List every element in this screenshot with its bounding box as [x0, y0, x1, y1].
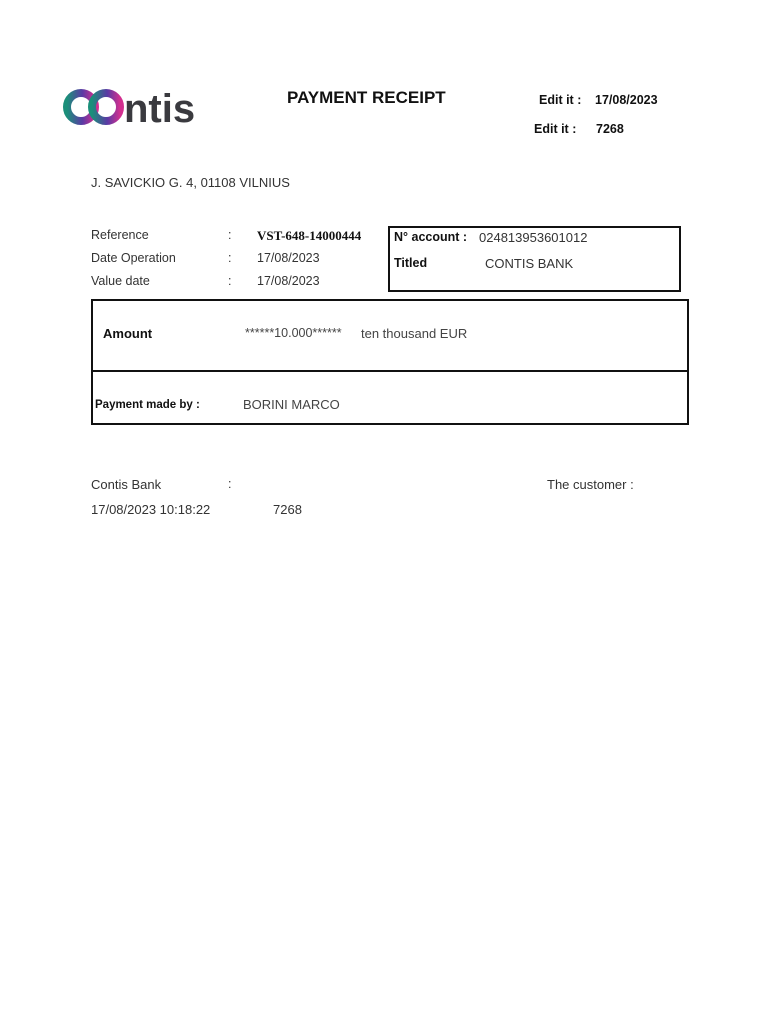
amount-box-divider [91, 370, 689, 372]
payer-label: Payment made by : [95, 399, 200, 411]
amount-label: Amount [103, 326, 153, 341]
edit-code-value: 7268 [596, 122, 624, 136]
reference-sep: : [228, 228, 232, 242]
date-operation-value: 17/08/2023 [257, 251, 320, 265]
footer-code: 7268 [273, 502, 302, 517]
value-date-value: 17/08/2023 [257, 274, 320, 288]
bank-address: J. SAVICKIO G. 4, 01108 VILNIUS [91, 175, 290, 190]
account-label: N° account : [394, 230, 468, 244]
payer-value: BORINI MARCO [243, 397, 340, 412]
footer-datetime: 17/08/2023 10:18:22 [91, 502, 211, 517]
edit-date-value: 17/08/2023 [595, 93, 658, 107]
reference-value: VST-648-14000444 [257, 228, 362, 243]
page-title: PAYMENT RECEIPT [287, 88, 446, 107]
titled-value: CONTIS BANK [485, 256, 574, 271]
footer-bank-sep: : [228, 477, 232, 491]
titled-label: Titled [394, 256, 428, 270]
account-value: 024813953601012 [479, 230, 588, 245]
contis-logo [62, 76, 222, 130]
value-date-label: Value date [91, 274, 150, 288]
customer-label: The customer : [547, 477, 634, 492]
amount-words: ten thousand EUR [361, 326, 468, 341]
edit-code-label: Edit it : [534, 122, 577, 136]
value-date-sep: : [228, 274, 232, 288]
amount-value: ******10.000****** [245, 326, 342, 340]
date-operation-label: Date Operation [91, 251, 176, 265]
reference-label: Reference [91, 228, 149, 242]
edit-date-label: Edit it : [539, 93, 582, 107]
footer-bank-label: Contis Bank [91, 477, 162, 492]
date-operation-sep: : [228, 251, 232, 265]
svg-text:ntis: ntis [124, 87, 196, 130]
